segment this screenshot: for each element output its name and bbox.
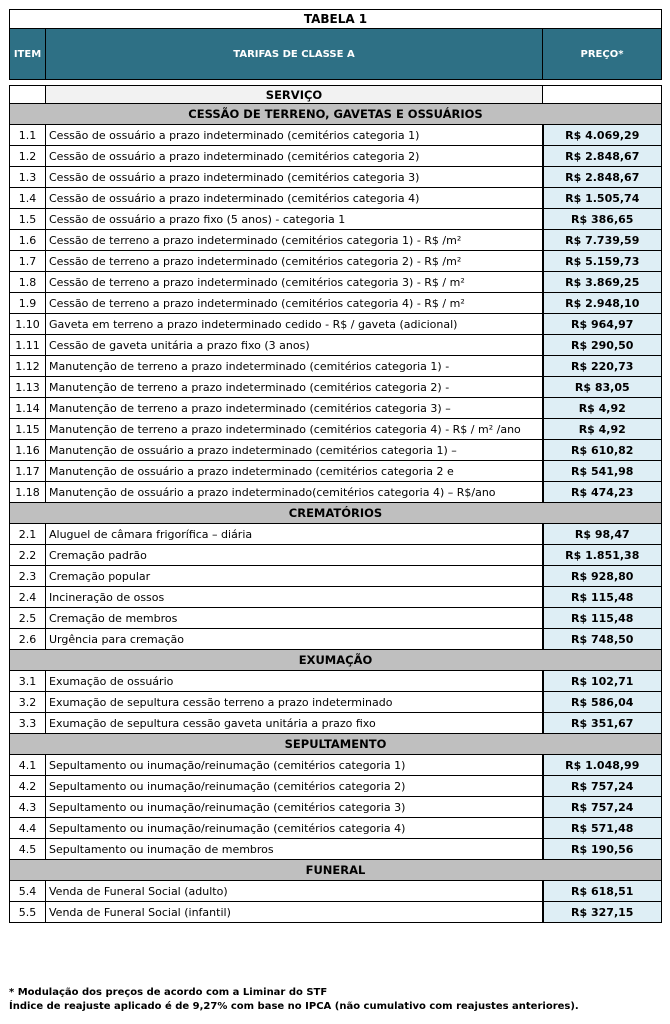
table-title: TABELA 1 <box>10 10 662 29</box>
servico-row <box>10 86 662 104</box>
table-row <box>10 482 662 503</box>
item-description: Cessão de ossuário a prazo indeterminado (cemitérios categoria 4) <box>46 188 543 209</box>
item-price: R$ 586,04 <box>543 692 662 713</box>
table-row <box>10 755 662 776</box>
item-price: R$ 757,24 <box>543 776 662 797</box>
item-price: R$ 474,23 <box>543 482 662 503</box>
item-price: R$ 351,67 <box>543 713 662 734</box>
item-number: 3.2 <box>10 692 46 713</box>
item-description: Manutenção de ossuário a prazo indeterminado(cemitérios categoria 4) – R$/ano <box>46 482 543 503</box>
item-number: 5.5 <box>10 902 46 923</box>
item-description: Exumação de sepultura cessão terreno a prazo indeterminado <box>46 692 543 713</box>
table-row <box>10 797 662 818</box>
item-number: 4.2 <box>10 776 46 797</box>
table-row <box>10 125 662 146</box>
item-description: Cessão de ossuário a prazo indeterminado (cemitérios categoria 3) <box>46 167 543 188</box>
table-row <box>10 146 662 167</box>
item-price: R$ 3.869,25 <box>543 272 662 293</box>
item-description: Manutenção de ossuário a prazo indeterminado (cemitérios categoria 2 e <box>46 461 543 482</box>
item-description: Cessão de terreno a prazo indeterminado (cemitérios categoria 1) - R$ /m² <box>46 230 543 251</box>
section-row <box>10 104 662 125</box>
item-number: 3.1 <box>10 671 46 692</box>
item-price: R$ 610,82 <box>543 440 662 461</box>
item-number: 1.3 <box>10 167 46 188</box>
item-number: 1.6 <box>10 230 46 251</box>
item-number: 1.11 <box>10 335 46 356</box>
servico-label: SERVIÇO <box>46 86 543 104</box>
item-price: R$ 4,92 <box>543 419 662 440</box>
item-price: R$ 2.848,67 <box>543 167 662 188</box>
item-price: R$ 220,73 <box>543 356 662 377</box>
item-description: Cessão de ossuário a prazo fixo (5 anos) - categoria 1 <box>46 209 543 230</box>
table-row <box>10 902 662 923</box>
section-title: CREMATÓRIOS <box>10 503 662 524</box>
table-row <box>10 398 662 419</box>
item-number: 1.7 <box>10 251 46 272</box>
item-price: R$ 1.048,99 <box>543 755 662 776</box>
table-row <box>10 230 662 251</box>
item-description: Cremação de membros <box>46 608 543 629</box>
item-description: Manutenção de terreno a prazo indeterminado (cemitérios categoria 1) - <box>46 356 543 377</box>
item-description: Sepultamento ou inumação/reinumação (cemitérios categoria 3) <box>46 797 543 818</box>
table-row <box>10 713 662 734</box>
item-price: R$ 928,80 <box>543 566 662 587</box>
item-description: Aluguel de câmara frigorífica – diária <box>46 524 543 545</box>
table-row <box>10 335 662 356</box>
item-price: R$ 190,56 <box>543 839 662 860</box>
item-number: 2.3 <box>10 566 46 587</box>
item-description: Urgência para cremação <box>46 629 543 650</box>
item-price: R$ 115,48 <box>543 608 662 629</box>
table-row <box>10 629 662 650</box>
item-description: Manutenção de terreno a prazo indeterminado (cemitérios categoria 2) - <box>46 377 543 398</box>
section-title: FUNERAL <box>10 860 662 881</box>
table-row <box>10 545 662 566</box>
item-description: Manutenção de terreno a prazo indeterminado (cemitérios categoria 4) - R$ / m² /ano <box>46 419 543 440</box>
item-number: 1.13 <box>10 377 46 398</box>
table-row <box>10 440 662 461</box>
item-description: Cessão de ossuário a prazo indeterminado (cemitérios categoria 1) <box>46 125 543 146</box>
item-number: 4.4 <box>10 818 46 839</box>
item-number: 1.4 <box>10 188 46 209</box>
table-row <box>10 356 662 377</box>
item-description: Sepultamento ou inumação/reinumação (cemitérios categoria 2) <box>46 776 543 797</box>
table-row <box>10 524 662 545</box>
footnote-ipca: Índice de reajuste aplicado é de 9,27% com base no IPCA (não cumulativo com reajustes anteriores). <box>9 1001 579 1012</box>
table-row <box>10 251 662 272</box>
item-description: Manutenção de ossuário a prazo indeterminado (cemitérios categoria 1) – <box>46 440 543 461</box>
item-price: R$ 541,98 <box>543 461 662 482</box>
table-row <box>10 293 662 314</box>
header-tarifas: TARIFAS DE CLASSE A <box>46 29 543 80</box>
item-number: 1.15 <box>10 419 46 440</box>
table-title-row <box>10 10 662 29</box>
item-price: R$ 4,92 <box>543 398 662 419</box>
item-number: 3.3 <box>10 713 46 734</box>
item-number: 1.17 <box>10 461 46 482</box>
table-row <box>10 188 662 209</box>
item-number: 1.8 <box>10 272 46 293</box>
header-item: ITEM <box>10 29 46 80</box>
item-description: Sepultamento ou inumação/reinumação (cemitérios categoria 1) <box>46 755 543 776</box>
item-description: Cessão de terreno a prazo indeterminado (cemitérios categoria 2) - R$ /m² <box>46 251 543 272</box>
table-row <box>10 692 662 713</box>
header-row <box>10 29 662 80</box>
item-description: Cessão de terreno a prazo indeterminado (cemitérios categoria 4) - R$ / m² <box>46 293 543 314</box>
table-row <box>10 608 662 629</box>
table-row <box>10 818 662 839</box>
table-row <box>10 587 662 608</box>
item-price: R$ 386,65 <box>543 209 662 230</box>
section-row <box>10 860 662 881</box>
item-price: R$ 757,24 <box>543 797 662 818</box>
table-row <box>10 314 662 335</box>
item-number: 2.1 <box>10 524 46 545</box>
item-description: Gaveta em terreno a prazo indeterminado cedido - R$ / gaveta (adicional) <box>46 314 543 335</box>
item-number: 1.16 <box>10 440 46 461</box>
item-description: Sepultamento ou inumação de membros <box>46 839 543 860</box>
table-row <box>10 272 662 293</box>
header-preco: PREÇO* <box>543 29 662 80</box>
servico-empty-right <box>543 86 662 104</box>
item-price: R$ 618,51 <box>543 881 662 902</box>
item-price: R$ 1.851,38 <box>543 545 662 566</box>
item-price: R$ 83,05 <box>543 377 662 398</box>
item-price: R$ 748,50 <box>543 629 662 650</box>
item-price: R$ 7.739,59 <box>543 230 662 251</box>
item-number: 2.6 <box>10 629 46 650</box>
item-price: R$ 115,48 <box>543 587 662 608</box>
item-description: Venda de Funeral Social (adulto) <box>46 881 543 902</box>
item-number: 1.9 <box>10 293 46 314</box>
table-row <box>10 209 662 230</box>
table-row <box>10 566 662 587</box>
section-row <box>10 650 662 671</box>
item-price: R$ 2.948,10 <box>543 293 662 314</box>
table-row <box>10 419 662 440</box>
item-number: 1.2 <box>10 146 46 167</box>
item-description: Exumação de sepultura cessão gaveta unitária a prazo fixo <box>46 713 543 734</box>
item-number: 1.14 <box>10 398 46 419</box>
item-number: 2.2 <box>10 545 46 566</box>
item-number: 1.12 <box>10 356 46 377</box>
table-row <box>10 839 662 860</box>
table-row <box>10 167 662 188</box>
item-description: Manutenção de terreno a prazo indeterminado (cemitérios categoria 3) – <box>46 398 543 419</box>
item-number: 1.18 <box>10 482 46 503</box>
item-price: R$ 327,15 <box>543 902 662 923</box>
table-row <box>10 776 662 797</box>
item-description: Cremação popular <box>46 566 543 587</box>
item-price: R$ 571,48 <box>543 818 662 839</box>
item-number: 5.4 <box>10 881 46 902</box>
section-row <box>10 734 662 755</box>
section-title: CESSÃO DE TERRENO, GAVETAS E OSSUÁRIOS <box>10 104 662 125</box>
item-number: 1.10 <box>10 314 46 335</box>
item-description: Exumação de ossuário <box>46 671 543 692</box>
table-row <box>10 377 662 398</box>
item-description: Venda de Funeral Social (infantil) <box>46 902 543 923</box>
footnotes <box>9 986 579 1014</box>
item-description: Cessão de ossuário a prazo indeterminado (cemitérios categoria 2) <box>46 146 543 167</box>
item-number: 2.4 <box>10 587 46 608</box>
servico-empty-left <box>10 86 46 104</box>
item-description: Cremação padrão <box>46 545 543 566</box>
section-title: EXUMAÇÃO <box>10 650 662 671</box>
item-number: 1.5 <box>10 209 46 230</box>
item-price: R$ 4.069,29 <box>543 125 662 146</box>
item-number: 4.5 <box>10 839 46 860</box>
item-number: 1.1 <box>10 125 46 146</box>
item-price: R$ 2.848,67 <box>543 146 662 167</box>
item-price: R$ 5.159,73 <box>543 251 662 272</box>
price-table <box>9 9 662 923</box>
item-description: Sepultamento ou inumação/reinumação (cemitérios categoria 4) <box>46 818 543 839</box>
table-row <box>10 881 662 902</box>
item-description: Incineração de ossos <box>46 587 543 608</box>
table-row <box>10 461 662 482</box>
section-row <box>10 503 662 524</box>
item-price: R$ 290,50 <box>543 335 662 356</box>
item-description: Cessão de gaveta unitária a prazo fixo (3 anos) <box>46 335 543 356</box>
section-title: SEPULTAMENTO <box>10 734 662 755</box>
item-number: 4.3 <box>10 797 46 818</box>
item-description: Cessão de terreno a prazo indeterminado (cemitérios categoria 3) - R$ / m² <box>46 272 543 293</box>
item-price: R$ 102,71 <box>543 671 662 692</box>
item-price: R$ 98,47 <box>543 524 662 545</box>
item-number: 2.5 <box>10 608 46 629</box>
item-number: 4.1 <box>10 755 46 776</box>
item-price: R$ 964,97 <box>543 314 662 335</box>
item-price: R$ 1.505,74 <box>543 188 662 209</box>
table-row <box>10 671 662 692</box>
footnote-stf: * Modulação dos preços de acordo com a Liminar do STF <box>9 987 328 998</box>
